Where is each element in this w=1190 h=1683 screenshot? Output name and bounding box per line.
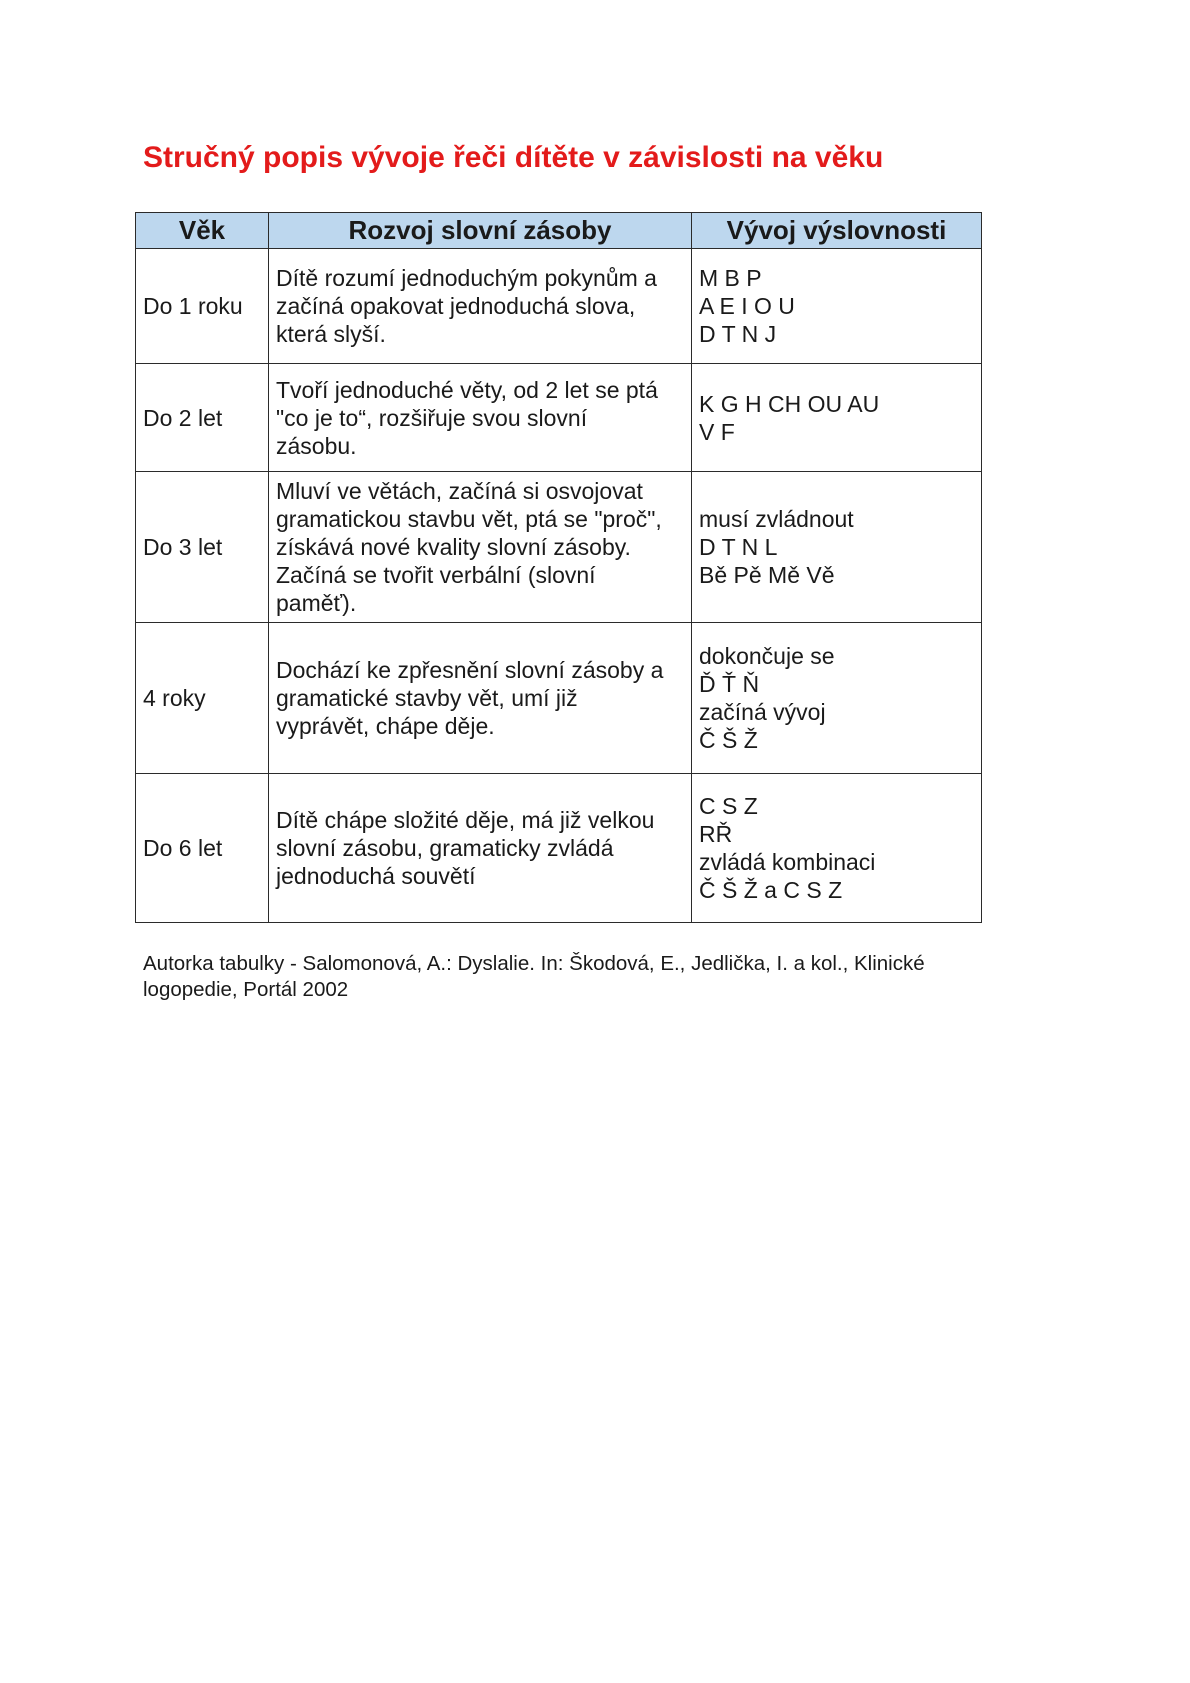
text-line: která slyší. [276, 321, 386, 347]
header-age: Věk [136, 213, 269, 249]
text-line: paměť). [276, 590, 357, 616]
speech-development-table [135, 212, 982, 923]
cell-age: 4 roky [136, 623, 269, 774]
text-line: Tvoří jednoduché věty, od 2 let se ptá [276, 376, 658, 403]
table-row [136, 774, 982, 923]
cell-pronunciation [692, 623, 982, 774]
cell-vocabulary [269, 472, 692, 623]
table-row [136, 249, 982, 364]
cell-pronunciation [692, 774, 982, 923]
text-line: musí zvládnout [699, 506, 854, 532]
text-line: D T N L [699, 534, 778, 560]
text-line: začíná vývoj [699, 699, 826, 725]
text-line: Dítě rozumí jednoduchým pokynům a [276, 265, 657, 291]
source-footnote [143, 951, 1023, 1003]
text-line: Č Š Ž a C S Z [699, 877, 843, 903]
footnote-line: logopedie, Portál 2002 [143, 978, 349, 1001]
text-line: D T N J [699, 321, 777, 347]
table-header-row [136, 213, 982, 249]
text-line: Začíná se tvořit verbální (slovní [276, 562, 596, 588]
text-line: M B P [699, 265, 762, 291]
cell-vocabulary [269, 623, 692, 774]
cell-pronunciation [692, 249, 982, 364]
text-line: začíná opakovat jednoduchá slova, [276, 293, 636, 319]
table-row [136, 364, 982, 472]
cell-pronunciation [692, 364, 982, 472]
text-line: gramatické stavby vět, umí již [276, 685, 578, 711]
table-row [136, 472, 982, 623]
text-line: Dítě chápe složité děje, má již velkou [276, 807, 655, 833]
cell-vocabulary [269, 774, 692, 923]
text-line: C S Z [699, 793, 758, 819]
text-line: jednoduchá souvětí [276, 863, 476, 889]
footnote-line: Autorka tabulky - Salomonová, A.: Dyslalie. In: Škodová, E., Jedlička, I. a kol., Klinické [143, 952, 925, 975]
text-line: vyprávět, chápe děje. [276, 713, 495, 739]
text-line: Dochází ke zpřesnění slovní zásoby a [276, 657, 664, 683]
text-line: RŘ [699, 821, 733, 847]
cell-age: Do 1 roku [136, 249, 269, 364]
text-line: "co je to“, rozšiřuje svou slovní [276, 404, 588, 431]
cell-pronunciation [692, 472, 982, 623]
text-line: Č Š Ž [699, 727, 758, 753]
text-line: dokončuje se [699, 643, 835, 669]
cell-vocabulary [269, 364, 692, 472]
text-line: gramatickou stavbu vět, ptá se "proč", [276, 506, 662, 532]
text-line: zásobu. [276, 432, 357, 459]
table-row [136, 623, 982, 774]
text-line: K G H CH OU AU [699, 390, 880, 417]
text-line: Ď Ť Ň [699, 671, 760, 697]
cell-age: Do 6 let [136, 774, 269, 923]
page-title: Stručný popis vývoje řeči dítěte v závislosti na věku [143, 141, 884, 174]
text-line: V F [699, 418, 735, 445]
header-pronunciation: Vývoj výslovnosti [692, 213, 982, 249]
text-line: Bě Pě Mě Vě [699, 562, 835, 588]
cell-vocabulary [269, 249, 692, 364]
text-line: slovní zásobu, gramaticky zvládá [276, 835, 614, 861]
cell-age: Do 3 let [136, 472, 269, 623]
cell-age: Do 2 let [136, 364, 269, 472]
header-vocabulary: Rozvoj slovní zásoby [269, 213, 692, 249]
text-line: A E I O U [699, 293, 795, 319]
text-line: zvládá kombinaci [699, 849, 876, 875]
text-line: získává nové kvality slovní zásoby. [276, 534, 631, 560]
text-line: Mluví ve větách, začíná si osvojovat [276, 478, 643, 504]
